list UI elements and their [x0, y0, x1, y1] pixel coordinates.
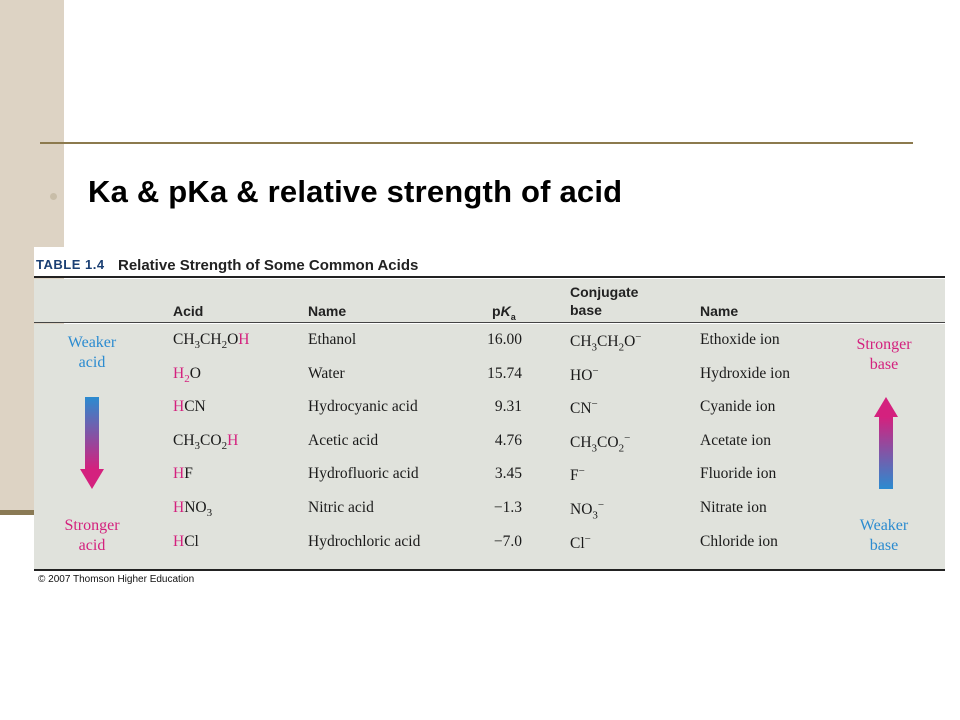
label-stronger-base	[839, 335, 929, 375]
header-base-name: Name	[700, 303, 739, 319]
conjugate-base-formula: HO−	[570, 364, 599, 384]
pka-value: −1.3	[493, 499, 522, 516]
pka-value: 15.74	[487, 364, 522, 382]
label-weaker-base	[839, 516, 929, 556]
title-divider	[40, 142, 913, 144]
label-stronger-base-line2: base	[869, 356, 899, 373]
base-name: Acetate ion	[700, 431, 772, 449]
header-name: Name	[308, 303, 347, 319]
label-stronger-base-line1: Stronger	[856, 336, 912, 353]
table-header-rule	[34, 322, 945, 323]
acid-name: Hydrofluoric acid	[308, 465, 419, 483]
pka-value: 3.45	[494, 465, 522, 483]
acid-name: Hydrochloric acid	[308, 532, 421, 550]
table-caption	[34, 247, 945, 277]
label-stronger-acid-line2: acid	[78, 537, 106, 554]
acid-formula: HCl	[173, 532, 199, 550]
base-name: Ethoxide ion	[700, 331, 780, 348]
acid-strength-table	[34, 247, 945, 572]
acid-formula: $CH_3CO_2H$	[173, 431, 239, 452]
table-bottom-rule	[34, 569, 945, 571]
pka-value: −7.0	[493, 532, 522, 550]
conjugate-base-formula: F−	[570, 465, 585, 485]
acid-formula: HCN	[173, 398, 206, 416]
label-weaker-base-line2: base	[869, 537, 899, 554]
pka-value: 16.00	[487, 331, 522, 348]
base-name: Fluoride ion	[700, 465, 777, 483]
gradient-up-arrow-icon	[874, 397, 898, 489]
acid-formula: $CH_3CH_2OH$	[173, 331, 250, 352]
table-caption-number: TABLE 1.4	[36, 257, 105, 272]
conjugate-base-formula: CN−	[570, 398, 598, 418]
label-weaker-acid-line2: acid	[78, 354, 106, 371]
label-weaker-acid-line1: Weaker	[67, 334, 117, 351]
acid-name: Hydrocyanic acid	[308, 398, 418, 416]
gradient-down-arrow-icon	[80, 397, 104, 489]
acid-name: Acetic acid	[308, 431, 379, 449]
acid-formula: $HNO_3$	[173, 499, 213, 520]
header-pka-sub: a	[510, 311, 516, 322]
acid-name: Nitric acid	[308, 499, 374, 516]
acid-formula: $H_2O$	[173, 364, 201, 385]
base-name: Chloride ion	[700, 532, 778, 550]
label-weaker-acid	[47, 333, 137, 373]
header-acid: Acid	[173, 303, 204, 319]
base-name: Nitrate ion	[700, 499, 767, 516]
acid-formula: HF	[173, 465, 193, 483]
header-pka-k: K	[500, 303, 511, 319]
label-stronger-acid-line1: Stronger	[64, 517, 120, 534]
table-caption-text: Relative Strength of Some Common Acids	[118, 257, 419, 274]
acid-name: Ethanol	[308, 331, 357, 348]
pka-value: 4.76	[494, 431, 522, 449]
label-stronger-acid	[47, 516, 137, 556]
slide-title: Ka & pKa & relative strength of acid	[88, 174, 623, 209]
conjugate-base-formula: $CH_3CO_2^-$	[570, 431, 631, 455]
header-conjugate-base: base	[570, 302, 602, 318]
conjugate-base-formula: $CH_3CH_2O^-$	[570, 331, 642, 354]
header-conjugate: Conjugate	[570, 284, 639, 300]
header-pka	[492, 303, 516, 326]
table-header-band	[34, 279, 945, 322]
base-name: Hydroxide ion	[700, 364, 790, 382]
acid-name: Water	[308, 364, 345, 382]
table-top-rule	[34, 276, 945, 278]
header-pka-p: p	[492, 303, 501, 319]
conjugate-base-formula: $NO_3^-$	[570, 499, 605, 522]
label-weaker-base-line1: Weaker	[859, 517, 909, 534]
pka-value: 9.31	[494, 398, 522, 416]
base-name: Cyanide ion	[700, 398, 776, 416]
bullet-icon	[50, 193, 57, 200]
copyright-note: © 2007 Thomson Higher Education	[38, 574, 195, 585]
conjugate-base-formula: Cl−	[570, 532, 591, 552]
